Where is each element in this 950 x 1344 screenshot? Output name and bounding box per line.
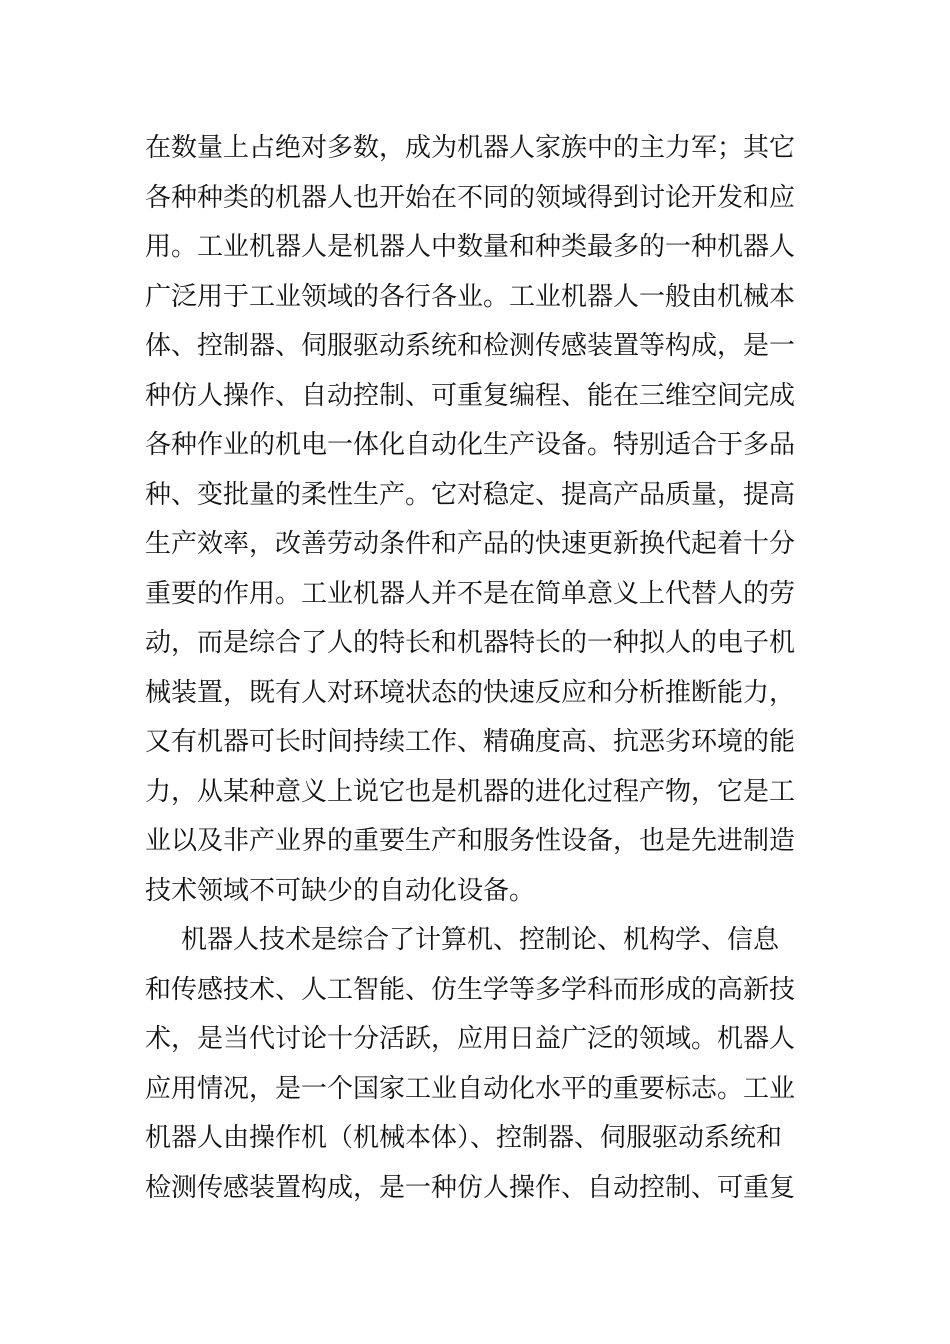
- paragraph-1-line: 力，从某种意义上说它也是机器的进化过程产物，它是工: [145, 776, 796, 807]
- paragraph-1-line: 各种种类的机器人也开始在不同的领域得到讨论开发和应: [145, 182, 796, 213]
- paragraph-1-line: 生产效率，改善劳动条件和产品的快速更新换代起着十分: [145, 529, 796, 559]
- paragraph-1-line: 在数量上占绝对多数，成为机器人家族中的主力军；其它: [145, 133, 796, 163]
- paragraph-2-line: 机器人技术是综合了计算机、控制论、机构学、信息: [181, 925, 780, 955]
- paragraph-1-line: 种、变批量的柔性生产。它对稳定、提高产品质量，提高: [145, 479, 796, 510]
- paragraph-1-line: 各种作业的机电一体化自动化生产设备。特别适合于多品: [145, 430, 796, 460]
- paragraph-1-line: 广泛用于工业领域的各行各业。工业机器人一般由机械本: [145, 281, 796, 312]
- paragraph-2-line: 检测传感装置构成，是一种仿人操作、自动控制、可重复: [145, 1172, 796, 1203]
- paragraph-2-line: 术，是当代讨论十分活跃，应用日益广泛的领域。机器人: [145, 1024, 796, 1054]
- paragraph-1: [145, 124, 810, 916]
- paragraph-2-line: 应用情况，是一个国家工业自动化水平的重要标志。工业: [145, 1073, 796, 1104]
- paragraph-2: [145, 916, 810, 1213]
- paragraph-1-line: 种仿人操作、自动控制、可重复编程、能在三维空间完成: [145, 380, 796, 411]
- paragraph-2-line: 和传感技术、人工智能、仿生学等多学科而形成的高新技: [145, 974, 796, 1005]
- paragraph-1-line: 技术领域不可缺少的自动化设备。: [145, 875, 536, 906]
- paragraph-1-line: 械装置，既有人对环境状态的快速反应和分析推断能力，: [145, 677, 796, 708]
- paragraph-1-line: 业以及非产业界的重要生产和服务性设备，也是先进制造: [145, 826, 796, 856]
- paragraph-1-line: 又有机器可长时间持续工作、精确度高、抗恶劣环境的能: [145, 727, 796, 757]
- paragraph-1-line: 体、控制器、伺服驱动系统和检测传感装置等构成，是一: [145, 331, 796, 361]
- paragraph-1-line: 用。工业机器人是机器人中数量和种类最多的一种机器人: [145, 232, 796, 262]
- paragraph-2-line: 机器人由操作机（机械本体）、控制器、伺服驱动系统和: [145, 1123, 783, 1153]
- paragraph-1-line: 重要的作用。工业机器人并不是在简单意义上代替人的劳: [145, 578, 796, 609]
- paragraph-1-line: 动，而是综合了人的特长和机器特长的一种拟人的电子机: [145, 628, 796, 658]
